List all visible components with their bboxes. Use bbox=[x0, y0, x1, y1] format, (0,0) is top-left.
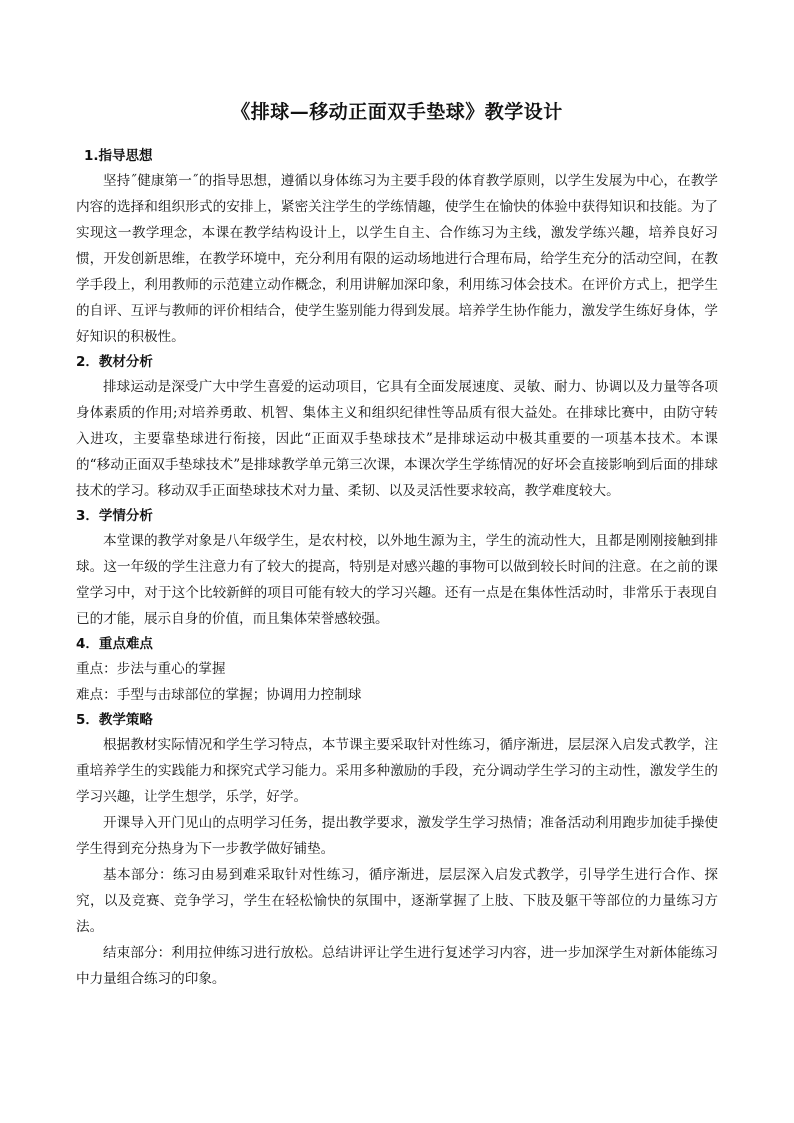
section-heading-key-points: 4．重点难点 bbox=[76, 636, 153, 652]
section-heading-material-analysis: 2．教材分析 bbox=[76, 354, 153, 370]
section-paragraph: 根据教材实际情况和学生学习特点，本节课主要采取针对性练习，循序渐进，层层深入启发式教学，注重培养学生的实践能力和探究式学习能力。采用多种激励的手段，充分调动学生学习的主动性，激发学生的学习兴趣，让学生想学，乐学，好学。 bbox=[76, 737, 718, 805]
difficulty-line: 难点：手型与击球部位的掌握；协调用力控制球 bbox=[76, 687, 362, 703]
section-heading-student-analysis: 3．学情分析 bbox=[76, 508, 153, 524]
section-paragraph: 基本部分：练习由易到难采取针对性练习，循序渐进，层层深入启发式教学，引导学生进行合作、探究，以及竞赛、竞争学习，学生在轻松愉快的氛围中，逐渐掌握了上肢、下肢及躯干等部位的力量练习方法。 bbox=[76, 867, 718, 935]
section-paragraph: 坚持˝健康第一˝的指导思想，遵循以身体练习为主要手段的体育教学原则，以学生发展为中心，在教学内容的选择和组织形式的安排上，紧密关注学生的学练情趣，使学生在愉快的体验中获得知识和技能。为了实现这一教学理念，本课在教学结构设计上，以学生自主、合作练习为主线，激发学练兴趣，培养良好习惯，开发创新思维，在教学环境中，充分利用有限的运动场地进行合理布局，给学生充分的活动空间，在教学手段上，利用教师的示范建立动作概念，利用讲解加深印象，利用练习体会技术。在评价方式上，把学生的自评、互评与教师的评价相结合，使学生鉴别能力得到发展。培养学生协作能力，激发学生练好身体，学好知识的积极性。 bbox=[76, 173, 718, 345]
document-title: 《排球—移动正面双手垫球》教学设计 bbox=[231, 101, 563, 123]
section-paragraph: 开课导入开门见山的点明学习任务，提出教学要求，激发学生学习热情；准备活动利用跑步加徒手操使学生得到充分热身为下一步教学做好铺垫。 bbox=[76, 815, 718, 857]
section-paragraph: 排球运动是深受广大中学生喜爱的运动项目，它具有全面发展速度、灵敏、耐力、协调以及力量等各项身体素质的作用;对培养勇敢、机智、集体主义和组织纪律性等品质有很大益处。在排球比赛中，由防守转入进攻，主要靠垫球进行衔接，因此“正面双手垫球技术”是排球运动中极其重要的一项基本技术。本课的“移动正面双手垫球技术”是排球教学单元第三次课，本课次学生学练情况的好坏会直接影响到后面的排球技术的学习。移动双手正面垫球技术对力量、柔韧、以及灵活性要求较高，教学难度较大。 bbox=[76, 379, 718, 499]
section-heading-guiding-ideology: 1.指导思想 bbox=[84, 148, 153, 164]
key-point-line: 重点：步法与重心的掌握 bbox=[76, 661, 226, 677]
section-heading-teaching-strategy: 5．教学策略 bbox=[76, 712, 153, 728]
section-paragraph: 结束部分：利用拉伸练习进行放松。总结讲评让学生进行复述学习内容，进一步加深学生对新体能练习中力量组合练习的印象。 bbox=[76, 945, 718, 987]
section-paragraph: 本堂课的教学对象是八年级学生，是农村校，以外地生源为主，学生的流动性大，且都是刚刚接触到排球。这一年级的学生注意力有了较大的提高，特别是对感兴趣的事物可以做到较长时间的注意。在之前的课堂学习中，对于这个比较新鲜的项目可能有较大的学习兴趣。还有一点是在集体性活动时，非常乐于表现自已的才能，展示自身的价值，而且集体荣誉感较强。 bbox=[76, 533, 718, 627]
